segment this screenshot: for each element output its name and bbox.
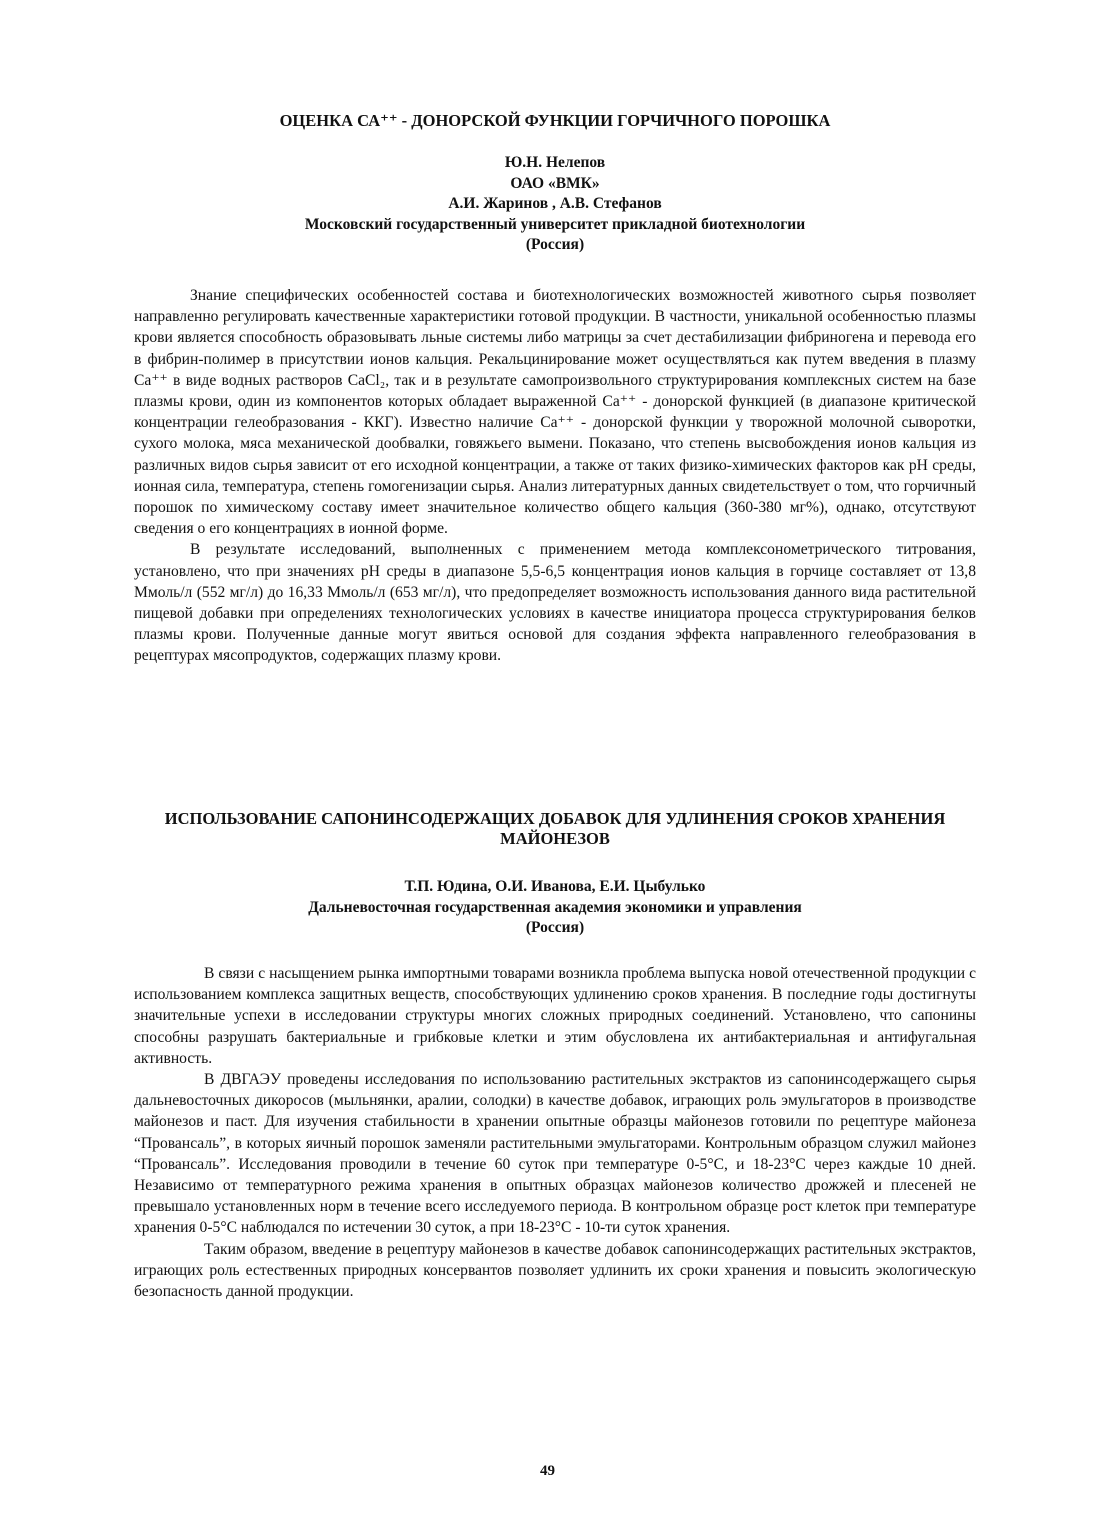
page-number: 49: [540, 1463, 555, 1479]
article2-title: ИСПОЛЬЗОВАНИЕ САПОНИНСОДЕРЖАЩИХ ДОБАВОК ДЛЯ УДЛИНЕНИЯ СРОКОВ ХРАНЕНИЯ МАЙОНЕЗОВ: [164, 809, 946, 848]
article2-paragraph: В связи с насыщением рынка импортными товарами возникла проблема выпуска новой отечественной продукции с использованием комплекса защитных веществ, способствующих удлинению сроков хранения. В последние годы достигнуты значительные успехи в исследовании структуры многих сложных природных соединений. Установлено, что сапонины способны разрушать бактериальные и грибковые клетки и этим обусловлена их антибактериальная и антифугальная активность.: [134, 965, 976, 1067]
article1-author-line: ОАО «ВМК»: [510, 174, 600, 192]
article1-author-line: (Россия): [525, 236, 585, 253]
article2-paragraph: В ДВГАЭУ проведены исследования по использованию растительных экстрактов из сапонинсодержащего сырья дальневосточных дикоросов (мыльнянки, аралии, солодки) в качестве добавок, играющих роль эмульгаторов в производстве майонезов и паст. Для изучения стабильности в хранении опытные образцы майонезов готовили по рецептуре майонеза “Провансаль”, в которых яичный порошок заменяли растительными эмульгаторами. Контрольным образцом служил майонез “Провансаль”. Исследования проводили в течение 60 суток при температуре 0-5°С, и 18-23°С через каждые 10 дней. Независимо от температурного режима хранения в опытных образцах майонезов количество дрожжей и плесеней не превышало установленных норм в течение всего исследуемого периода. В контрольном образце рост клеток при температуре хранения 0-5°С наблюдался по истечении 30 суток, а при 18-23°С - 10-ти суток хранения.: [134, 1071, 976, 1237]
article2-body: [134, 963, 976, 1302]
article2-paragraph: Таким образом, введение в рецептуру майонезов в качестве добавок сапонинсодержащих растительных экстрактов, играющих роль естественных природных консервантов позволяет удлинить их сроки хранения и повысить экологическую безопасность данной продукции.: [134, 1240, 976, 1301]
article1-paragraph: В результате исследований, выполненных с применением метода комплексонометрического титрования, установлено, что при значениях pH среды в диапазоне 5,5-6,5 концентрация ионов кальция в горчице составляет от 13,8 Ммоль/л (552 мг/л) до 16,33 Ммоль/л (653 мг/л), что предопределяет возможность использования данного вида растительной пищевой добавки при определениях технологических условиях в качестве инициатора процесса структурирования белков плазмы крови. Полученные данные могут явиться основой для создания эффекта направленного гелеобразования в рецептурах мясопродуктов, содержащих плазму крови.: [134, 541, 976, 665]
article1-body: [134, 285, 976, 667]
article1-author-line: Московский государственный университет прикладной биотехнологии: [304, 215, 806, 233]
article1-author-line: Ю.Н. Нелепов: [504, 154, 606, 171]
article2-author-line: Т.П. Юдина, О.И. Иванова, Е.И. Цыбулько: [404, 878, 706, 895]
article1-authors: [150, 153, 960, 256]
article2-author-line: (Россия): [525, 919, 585, 936]
article1-title: ОЦЕНКА СА⁺⁺ - ДОНОРСКОЙ ФУНКЦИИ ГОРЧИЧНОГО ПОРОШКА: [279, 111, 831, 130]
article1-paragraph: Знание специфических особенностей состава и биотехнологических возможностей животного сырья позволяет направленно регулировать качественные характеристики готовой продукции. В частности, уникальной особенностью плазмы крови является способность образовывать льные системы либо матрицы за счет дестабилизации фибриногена и перевода его в фибрин-полимер в присутствии ионов кальция. Рекальцинирование может осуществляться как путем введения в плазму Са⁺⁺ в виде водных растворов CaCl₂, так и в результате самопроизвольного структурирования комплексных систем на базе плазмы крови, один из компонентов которых обладает выраженной Са⁺⁺ - донорской функцией (в диапазоне критической концентрации гелеобразования - ККГ). Известно наличие Са⁺⁺ - донорской функции у творожной молочной сыворотки, сухого молока, мяса механической дообвалки, говяжьего вымени. Показано, что степень высвобождения ионов кальция из различных видов сырья зависит от его исходной концентрации, а также от таких физико-химических факторов как pH среды, ионная сила, температура, степень гомогенизации сырья. Анализ литературных данных свидетельствует о том, что горчичный порошок по химическому составу имеет значительное количество общего кальция (360-380 мг%), однако, отсутствуют сведения о его концентрациях в ионной форме.: [134, 287, 976, 538]
article2-authors: [150, 877, 960, 939]
article1-author-line: А.И. Жаринов , А.В. Стефанов: [448, 195, 662, 212]
article2-author-line: Дальневосточная государственная академия экономики и управления: [308, 898, 802, 916]
